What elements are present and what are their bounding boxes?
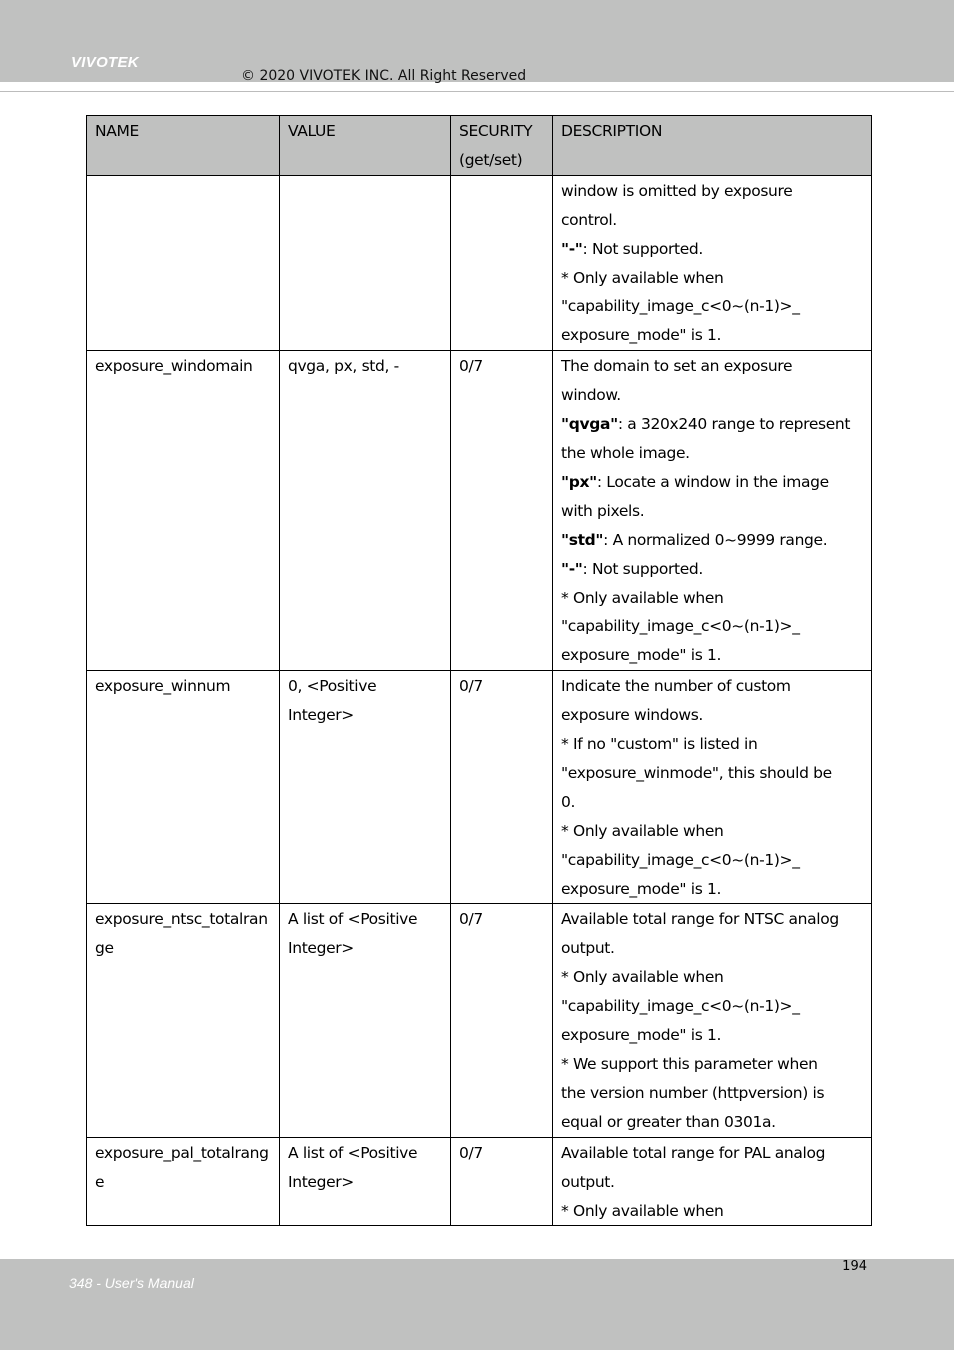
- description-line: [561, 612, 863, 641]
- cell-name: exposure_ntsc_totalrange: [87, 904, 280, 1137]
- description-text: output.: [561, 939, 615, 958]
- description-line: [561, 1139, 863, 1168]
- description-line: [561, 846, 863, 875]
- cell-description: [553, 351, 872, 671]
- description-line: [561, 1168, 863, 1197]
- header-divider: [0, 91, 954, 92]
- description-text: * Only available when: [561, 821, 724, 840]
- description-line: [561, 701, 863, 730]
- cell-security: 0/7: [451, 1137, 553, 1226]
- description-text: * Only available when: [561, 968, 724, 987]
- cell-value: [280, 175, 451, 350]
- cell-name: exposure_windomain: [87, 351, 280, 671]
- cell-security: 0/7: [451, 351, 553, 671]
- table-header-row: [87, 116, 872, 176]
- description-line: [561, 672, 863, 701]
- description-text: "exposure_winmode", this should be: [561, 763, 832, 782]
- description-text: Available total range for PAL analog: [561, 1143, 826, 1162]
- cell-security: [451, 175, 553, 350]
- column-header-name: NAME: [87, 116, 280, 176]
- description-text: * If no "custom" is listed in: [561, 735, 758, 754]
- description-text: window is omitted by exposure: [561, 181, 793, 200]
- description-line: [561, 875, 863, 904]
- description-text: Indicate the number of custom: [561, 677, 791, 696]
- column-header-value: VALUE: [280, 116, 451, 176]
- brand-logo: VIVOTEK: [71, 54, 139, 71]
- description-keyword: "std": [561, 530, 604, 549]
- description-keyword: "-": [561, 239, 583, 258]
- description-text: equal or greater than 0301a.: [561, 1112, 776, 1131]
- table-row: [87, 904, 872, 1137]
- cell-name: [87, 175, 280, 350]
- description-line: [561, 321, 863, 350]
- description-text: "capability_image_c<0~(n-1)>_: [561, 997, 800, 1016]
- description-text: with pixels.: [561, 501, 645, 520]
- table-row: [87, 1137, 872, 1226]
- description-text: control.: [561, 210, 617, 229]
- description-line: [561, 352, 863, 381]
- description-text: : a 320x240 range to represent: [617, 415, 851, 434]
- description-line: [561, 584, 863, 613]
- description-text: * Only available when: [561, 268, 724, 287]
- cell-name: exposure_pal_totalrange: [87, 1137, 280, 1226]
- description-line: [561, 410, 863, 439]
- description-line: [561, 963, 863, 992]
- description-text: exposure_mode" is 1.: [561, 326, 722, 345]
- description-line: [561, 439, 863, 468]
- cell-value: 0, <Positive Integer>: [280, 671, 451, 904]
- cell-security: 0/7: [451, 904, 553, 1137]
- description-line: [561, 206, 863, 235]
- description-text: the whole image.: [561, 443, 690, 462]
- description-line: [561, 730, 863, 759]
- description-text: exposure_mode" is 1.: [561, 646, 722, 665]
- description-text: The domain to set an exposure: [561, 357, 793, 376]
- description-line: [561, 381, 863, 410]
- description-line: [561, 177, 863, 206]
- copyright-notice: © 2020 VIVOTEK INC. All Right Reserved: [241, 68, 527, 84]
- description-line: [561, 555, 863, 584]
- description-line: [561, 934, 863, 963]
- cell-value: qvga, px, std, -: [280, 351, 451, 671]
- description-text: * Only available when: [561, 588, 724, 607]
- description-line: [561, 641, 863, 670]
- description-line: [561, 264, 863, 293]
- description-line: [561, 992, 863, 1021]
- page-number: 194: [842, 1259, 867, 1274]
- description-line: [561, 759, 863, 788]
- description-line: [561, 1197, 863, 1226]
- description-text: "capability_image_c<0~(n-1)>_: [561, 297, 800, 316]
- description-text: the version number (httpversion) is: [561, 1083, 825, 1102]
- description-line: [561, 526, 863, 555]
- footer-band: [0, 1259, 954, 1350]
- description-line: [561, 1079, 863, 1108]
- description-text: "capability_image_c<0~(n-1)>_: [561, 617, 800, 636]
- description-text: "capability_image_c<0~(n-1)>_: [561, 850, 800, 869]
- description-text: * Only available when: [561, 1201, 724, 1220]
- description-text: : Not supported.: [582, 559, 703, 578]
- description-text: exposure windows.: [561, 706, 704, 725]
- description-line: [561, 788, 863, 817]
- description-line: [561, 235, 863, 264]
- description-text: exposure_mode" is 1.: [561, 879, 722, 898]
- cell-description: [553, 904, 872, 1137]
- column-header-security: SECURITY (get/set): [451, 116, 553, 176]
- description-text: exposure_mode" is 1.: [561, 1026, 722, 1045]
- description-keyword: "px": [561, 472, 597, 491]
- description-text: 0.: [561, 792, 576, 811]
- description-text: window.: [561, 386, 621, 405]
- description-line: [561, 468, 863, 497]
- cell-description: [553, 175, 872, 350]
- description-line: [561, 905, 863, 934]
- parameter-table: [86, 115, 872, 1226]
- description-line: [561, 817, 863, 846]
- description-keyword: "qvga": [561, 415, 618, 434]
- description-text: : Locate a window in the image: [596, 472, 829, 491]
- cell-description: [553, 1137, 872, 1226]
- column-header-description: DESCRIPTION: [553, 116, 872, 176]
- cell-description: [553, 671, 872, 904]
- description-line: [561, 1050, 863, 1079]
- table-row: [87, 175, 872, 350]
- table-row: [87, 671, 872, 904]
- description-text: * We support this parameter when: [561, 1055, 818, 1073]
- description-line: [561, 292, 863, 321]
- cell-name: exposure_winnum: [87, 671, 280, 904]
- description-keyword: "-": [561, 559, 583, 578]
- description-text: output.: [561, 1172, 615, 1191]
- manual-page-label: 348 - User's Manual: [69, 1275, 194, 1291]
- description-line: [561, 1108, 863, 1137]
- description-text: : Not supported.: [582, 239, 703, 258]
- description-text: Available total range for NTSC analog: [561, 910, 839, 929]
- cell-value: A list of <Positive Integer>: [280, 904, 451, 1137]
- cell-value: A list of <Positive Integer>: [280, 1137, 451, 1226]
- description-line: [561, 1021, 863, 1050]
- table-row: [87, 351, 872, 671]
- cell-security: 0/7: [451, 671, 553, 904]
- description-line: [561, 497, 863, 526]
- description-text: : A normalized 0~9999 range.: [603, 530, 828, 549]
